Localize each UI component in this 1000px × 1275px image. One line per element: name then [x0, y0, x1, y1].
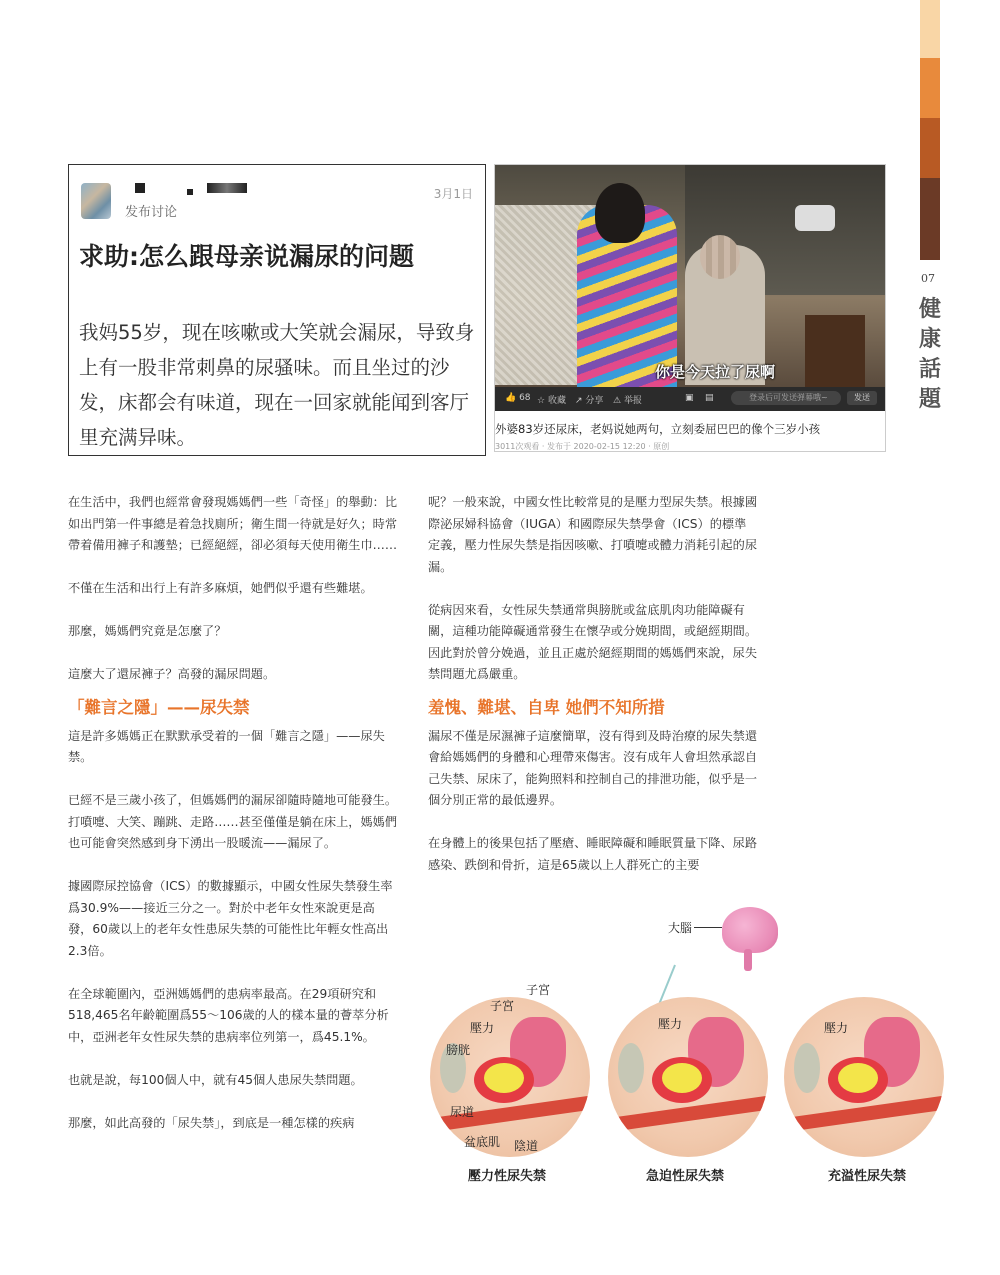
label-pressure: 壓力	[824, 1021, 849, 1035]
video-subtitle: 你是今天拉了尿啊	[655, 363, 776, 381]
brain-leader-line	[694, 927, 722, 928]
brain-illustration	[722, 907, 778, 953]
label-bladder: 膀胱	[446, 1043, 471, 1057]
section-char: 話	[918, 356, 941, 382]
section-char: 康	[918, 326, 941, 352]
paragraph: 那麼，媽媽們究竟是怎麼了？	[68, 624, 227, 638]
urine	[838, 1063, 878, 1093]
scene-bag	[795, 205, 835, 231]
caption-stress: 壓力性尿失禁	[468, 1169, 547, 1184]
post-body: 我妈55岁，现在咳嗽或大笑就会漏尿，导致身上有一股非常刺鼻的尿骚味。而且坐过的沙发，床都会有味道，现在一回家就能闻到客厅里充满异味。	[79, 321, 475, 449]
scene-hair	[595, 183, 645, 243]
label-urethra: 尿道	[450, 1105, 475, 1119]
paragraph: 呢？一般來說，中國女性比較常見的是壓力型尿失禁。根據國際泌尿婦科協會（IUGA）和國際尿失禁學會（ICS）的標準定義，壓力性尿失禁是指因咳嗽、打噴嚏或體力消耗引起的尿漏。	[428, 495, 758, 574]
share-label: 分享	[585, 396, 604, 406]
avatar	[81, 183, 111, 219]
paragraph: 漏尿不僅是尿濕褲子這麼簡單，沒有得到及時治療的尿失禁還會給媽媽們的身體和心理帶來傷害。沒有成年人會坦然承認自己失禁、尿床了，能夠照料和控制自己的排泄功能，似乎是一個分別正常的最低邊界。	[428, 728, 758, 807]
collect-label: 收藏	[547, 396, 566, 406]
pubic-bone	[618, 1043, 644, 1093]
video-meta: 3011次观看 · 发布于 2020-02-15 12:20 · 原创	[495, 442, 670, 451]
label-brain: 大腦	[668, 921, 693, 935]
post-type: 发布讨论	[125, 205, 178, 220]
scene-chair	[805, 315, 865, 387]
forum-post-card	[68, 164, 486, 456]
page-number: 07	[921, 272, 935, 285]
overflow-incontinence-illustration	[784, 997, 944, 1157]
brain-stem	[744, 949, 752, 971]
post-title: 求助:怎么跟母亲说漏尿的问题	[79, 242, 414, 271]
stress-incontinence-illustration	[430, 997, 590, 1157]
section-title	[918, 294, 942, 414]
paragraph: 在身體上的後果包括了壓瘡、睡眠障礙和睡眠質量下降、尿路感染、跌倒和骨折，這是65歲以上人群死亡的主要	[428, 836, 758, 872]
color-tab-3	[920, 118, 940, 178]
like-count: 68	[519, 393, 531, 403]
danmaku-input[interactable]: 登录后可发送弹幕哦~	[731, 391, 841, 405]
paragraph: 據國際尿控協會（ICS）的數據顯示，中國女性尿失禁發生率爲30.9%——接近三分之一。對於中老年女性來說更是高發，60歲以上的老年女性患尿失禁的可能性比年輕女性高出2.3倍。	[68, 879, 393, 958]
video-toolbar	[495, 387, 885, 411]
paragraph: 從病因來看，女性尿失禁通常與膀胱或盆底肌肉功能障礙有關，這種功能障礙通常發生在懷孕或分娩期間，或絕經期間。因此對於曾分娩過，並且正處於絕經期間的媽媽們來說，尿失禁問題尤爲嚴重。	[428, 602, 758, 681]
paragraph: 已經不是三歲小孩了，但媽媽們的漏尿卻隨時隨地可能發生。打噴嚏、大笑、蹦跳、走路……甚至僅僅是躺在床上，媽媽們也可能會突然感到身下湧出一股暖流——漏尿了。	[68, 793, 398, 850]
scene-blurred-face	[700, 235, 740, 279]
paragraph: 那麼，如此高發的「尿失禁」，到底是一種怎樣的疾病	[68, 1115, 355, 1130]
danmaku-settings-icon[interactable]: ▤	[705, 393, 714, 403]
urine	[662, 1063, 702, 1093]
label-uterus: 子宮	[490, 999, 515, 1013]
label-pelvic-floor: 盆底肌	[464, 1135, 501, 1149]
paragraph: 不僅在生活和出行上有許多麻煩，她們似乎還有些難堪。	[68, 581, 373, 595]
label-uterus-top: 子宮	[526, 983, 551, 997]
video-frame	[495, 165, 885, 387]
paragraph: 在生活中，我們也經常會發現媽媽們一些「奇怪」的舉動：比如出門第一件事總是着急找廁所；衛生間一待就是好久；時常帶着備用褲子和護墊；已經絕經，卻必須每天使用衛生巾……	[68, 495, 398, 552]
article-right-column	[428, 492, 758, 898]
pubic-bone	[794, 1043, 820, 1093]
section-char: 健	[918, 296, 941, 322]
color-tab-4	[920, 178, 940, 260]
label-vagina: 陰道	[514, 1139, 539, 1153]
collect-button[interactable]: ☆ 收藏	[537, 396, 566, 406]
urge-incontinence-illustration	[608, 997, 768, 1157]
video-title[interactable]: 外婆83岁还尿床，老妈说她两句，立刻委屈巴巴的像个三岁小孩	[495, 422, 821, 436]
report-label: 举报	[623, 396, 642, 406]
paragraph: 也就是說，每100個人中，就有45個人患尿失禁問題。	[68, 1072, 363, 1087]
post-date: 3月1日	[433, 187, 473, 201]
redacted-username	[135, 183, 145, 193]
label-pressure: 壓力	[470, 1021, 495, 1035]
paragraph: 這麼大了還尿褲子？高發的漏尿問題。	[68, 667, 276, 681]
color-tab-1	[920, 0, 940, 58]
urine	[484, 1063, 524, 1093]
paragraph: 在全球範圍內，亞洲媽媽們的患病率最高。在29項研究和518,465名年齡範圍爲55～106歲的人的樣本量的薈萃分析中，亞洲老年女性尿失禁的患病率位列第一，爲45.1%。	[68, 986, 389, 1044]
send-button[interactable]: 发送	[847, 391, 877, 405]
label-pressure: 壓力	[658, 1017, 683, 1031]
section-heading: 羞愧、難堪、自卑 她們不知所措	[428, 697, 665, 717]
redacted-username	[187, 189, 193, 195]
color-tab-2	[920, 58, 940, 118]
caption-urge: 急迫性尿失禁	[646, 1169, 725, 1184]
article-left-column	[68, 492, 398, 1156]
incontinence-diagram	[426, 905, 950, 1185]
video-screenshot	[494, 164, 886, 452]
report-button[interactable]: ⚠ 举报	[613, 396, 642, 406]
share-button[interactable]: ↗ 分享	[575, 396, 604, 406]
danmaku-toggle-icon[interactable]: ▣	[685, 393, 694, 403]
redacted-username	[207, 183, 247, 193]
section-char: 題	[918, 386, 941, 412]
paragraph: 這是許多媽媽正在默默承受着的一個「難言之隱」——尿失禁。	[68, 728, 385, 764]
like-button[interactable]: 👍 68	[505, 393, 531, 403]
caption-overflow: 充溢性尿失禁	[828, 1169, 907, 1184]
section-heading: 「難言之隱」——尿失禁	[68, 697, 250, 717]
